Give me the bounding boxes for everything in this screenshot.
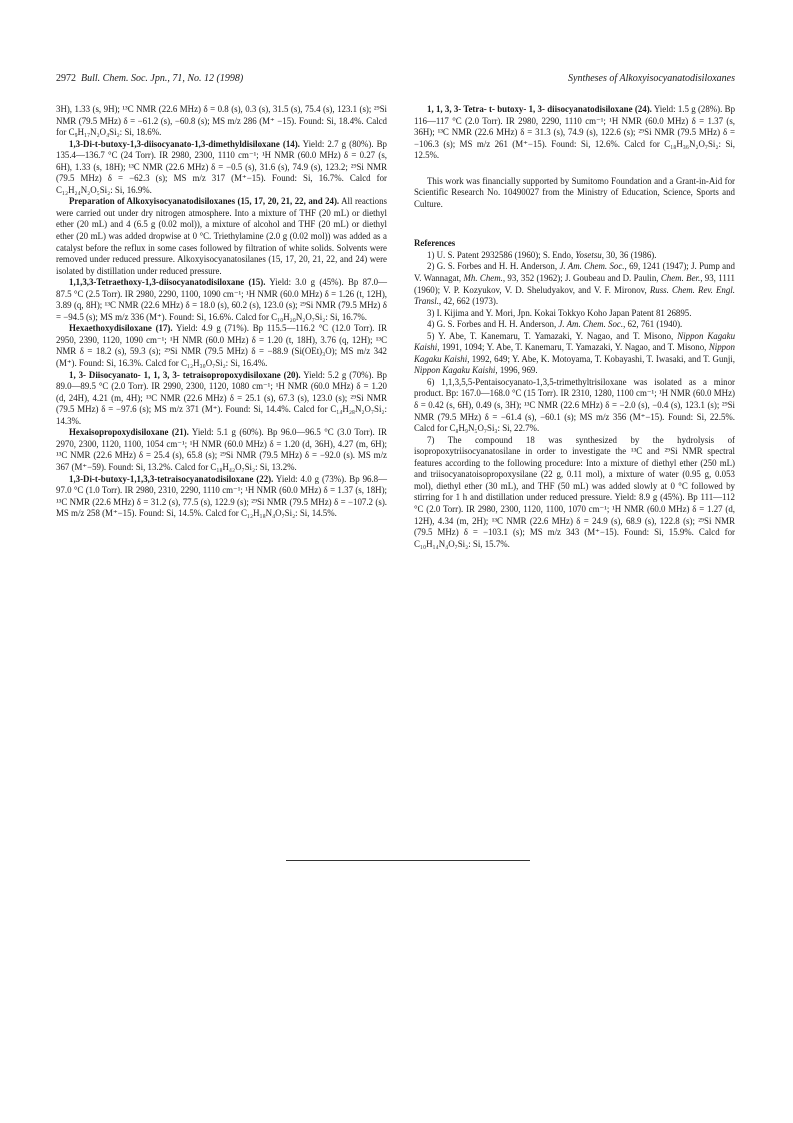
references-heading: References	[414, 238, 456, 249]
ref-text: , 93, 1111 (1960); V. P. Kozyukov, V. D. Sheludyakov, and V. F. Mironov,	[414, 273, 735, 295]
preparation-paragraph	[56, 196, 387, 277]
reference-2	[414, 261, 735, 307]
reference-1	[414, 250, 735, 262]
spacer	[414, 210, 735, 224]
spacer	[414, 224, 735, 238]
ref-text: , 30, 36 (1986).	[601, 249, 657, 260]
spacer	[414, 162, 735, 176]
ref-text: , 1991, 1094; Y. Abe, T. Kanemaru, T. Yamazaki, Y. Nagao, and T. Misono,	[437, 342, 709, 353]
header-left	[56, 73, 243, 84]
ref-text: , 1992, 649; Y. Abe, K. Motoyama, T. Kobayashi, T. Iwasaki, and T. Gunji,	[467, 353, 735, 364]
ref-journal: Chem. Ber.	[660, 273, 701, 284]
ref-journal: J. Am. Chem. Soc.	[558, 319, 624, 330]
compound-22-title: 1,3-Di-t-butoxy-1,1,3,3-tetraisocyanatodisiloxane (22).	[69, 473, 274, 484]
compound-14-title: 1,3-Di-t-butoxy-1,3-diisocyanato-1,3-dimethyldisiloxane (14).	[69, 138, 300, 149]
compound-14-text: Yield: 2.7 g (80%). Bp 135.4—136.7 °C (24 Torr). IR 2980, 2300, 1110 cm⁻¹; ¹H NMR (60.0 MHz) δ = 0.27 (s, 6H), 1.33 (s, 18H); ¹³C NMR (22.6 MHz) δ = −0.5 (s), 31.6 (s), 74.9 (s), 123.2; ²⁹Si NMR (79.5 MHz) δ = −62.3 (s); MS m/z 317 (M⁺−15). Found: Si, 16.7%. Calcd for C₁₂H₂₄N₂O₅Si₂: Si, 16.9%.	[56, 138, 387, 195]
ref-journal: Nippon Kagaku Kaishi	[414, 330, 736, 353]
compound-21-entry	[56, 427, 387, 473]
ref-journal: Russ. Chem. Rev. Engl. Transl.	[414, 284, 735, 307]
ref-journal: Mh. Chem.	[463, 273, 503, 284]
compound-20-title: 1, 3- Diisocyanato- 1, 1, 3, 3- tetraisopropoxydisiloxane (20).	[69, 369, 301, 380]
compound-17-title: Hexaethoxydisiloxane (17).	[69, 323, 173, 334]
compound-17-text: Yield: 4.9 g (71%). Bp 115.5—116.2 °C (12.0 Torr). IR 2950, 2390, 1120, 1090 cm⁻¹; ¹H NMR (60.0 MHz) δ = 1.20 (t, 18H), 3.76 (q, 12H); ¹³C NMR δ = 18.2 (s), 59.3 (s); ²⁹Si NMR (79.5 MHz) δ = −88.9 (Si(OEt)₃O); MS m/z 342 (M⁺). Found: Si, 16.3%. Calcd for C₁₂H₃₀O₇Si₂: Si, 16.4%.	[56, 323, 388, 369]
compound-15-text: Yield: 3.0 g (45%). Bp 87.0—87.5 °C (2.5 Torr). IR 2980, 2290, 1100, 1090 cm⁻¹; ¹H NMR (60.0 MHz) δ = 1.26 (t, 12H), 3.89 (q, 8H); ¹³C NMR (22.6 MHz) δ = 18.0 (s), 60.2 (s), 123.0 (s); ²⁹Si NMR (79.5 MHz) δ = −94.5 (s); MS m/z 336 (M⁺). Found: Si, 16.6%. Calcd for C₁₀H₂₀N₂O₇Si₂: Si, 16.7%.	[56, 277, 387, 322]
compound-15-title: 1,1,3,3-Tetraethoxy-1,3-diisocyanatodisiloxane (15).	[69, 277, 266, 288]
ref-text: 5) Y. Abe, T. Kanemaru, T. Yamazaki, Y. Nagao, and T. Misono,	[427, 330, 678, 341]
compound-21-title: Hexaisopropoxydisiloxane (21).	[69, 427, 189, 438]
running-title: Syntheses of Alkoxyisocyanatodisiloxanes	[568, 73, 735, 84]
right-column	[414, 104, 735, 550]
ref-journal: Nippon Kagaku Kaishi	[414, 342, 735, 364]
compound-24-title: 1, 1, 3, 3- Tetra- t- butoxy- 1, 3- diisocyanatodisiloxane (24).	[427, 104, 652, 114]
ref-journal: Nippon Kagaku Kaishi	[414, 365, 496, 376]
compound-24-entry	[414, 104, 735, 162]
ref-text: , 1996, 969.	[495, 365, 538, 376]
running-header	[56, 73, 735, 87]
compound-14-entry	[56, 139, 387, 197]
ref-text: , 69, 1241 (1947); J. Pump and V. Wannagat,	[414, 261, 735, 284]
paragraph-continued: 3H), 1.33 (s, 9H); ¹³C NMR (22.6 MHz) δ = 0.8 (s), 0.3 (s), 31.5 (s), 75.4 (s), 123.1 (s); ²⁹Si NMR (79.5 MHz) δ = −61.2 (s), −60.8 (s); MS m/z 286 (M⁺ −15). Found: Si, 18.4%. Calcd for C₉H₁₇N₂O₄Si₂: Si, 18.6%.	[56, 104, 387, 138]
reference-6: 6) 1,1,3,5,5-Pentaisocyanato-1,3,5-trimethyltrisiloxane was isolated as a minor product. Bp: 167.0—168.0 °C (15 Torr). IR 2310, 1280, 1100 cm⁻¹; ¹H NMR (60.0 MHz) δ = 0.42 (s, 6H), 0.49 (s, 3H); ¹³C NMR (22.6 MHz) δ = −2.0 (s), −0.4 (s), 123.1 (s); ²⁹Si NMR (79.5 MHz) δ = −61.4 (s), −60.1 (s); MS m/z 356 (M⁺−15). Found: Si, 22.5%. Calcd for C₈H₉N₅O₇Si₃: Si, 22.7%.	[414, 376, 735, 434]
compound-20-text: Yield: 5.2 g (70%). Bp 89.0—89.5 °C (2.0 Torr). IR 2990, 2300, 1120, 1080 cm⁻¹; ¹H NMR (60.0 MHz) δ = 1.20 (d, 24H), 4.21 (m, 4H); ¹³C NMR (22.6 MHz) δ = 25.1 (s), 67.3 (s), 123.0 (s); ²⁹Si NMR (79.5 MHz) δ = −97.6 (s); MS m/z 371 (M⁺). Found: Si, 14.4%. Calcd for C₁₄H₂₈N₂O₇Si₂: 14.3%.	[56, 369, 387, 426]
compound-21-text: Yield: 5.1 g (60%). Bp 96.0—96.5 °C (3.0 Torr). IR 2970, 2300, 1120, 1100, 1054 cm⁻¹; ¹H NMR (60.0 MHz) δ = 1.20 (d, 36H), 4.27 (m, 6H); ¹³C NMR (22.6 MHz) δ = 25.4 (s), 65.8 (s); ²⁹Si NMR (79.5 MHz) δ = −92.0 (s). MS m/z 367 (M⁺−59). Found: Si, 13.2%. Calcd for C₁₈H₄₂O₇Si₂: Si, 13.2%.	[56, 427, 387, 472]
page-number: 2972	[56, 73, 76, 84]
compound-22-text: Yield: 4.0 g (73%). Bp 96.8—97.0 °C (1.0 Torr). IR 2980, 2310, 2290, 1110 cm⁻¹; ¹H NMR (60.0 MHz) δ = 1.37 (s, 18H); ¹³C NMR (22.6 MHz) δ = 31.2 (s), 77.5 (s), 122.9 (s); ²⁹Si NMR (79.5 MHz) δ = −107.2 (s). MS m/z 258 (M⁺−15). Found: Si, 14.5%. Calcd for C₁₂H₁₈N₄O₇Si₂: Si, 14.5%.	[56, 473, 387, 519]
ref-journal: J. Am. Chem. Soc.	[559, 261, 625, 272]
left-column	[56, 104, 387, 520]
ref-text: , 93, 352 (1962); J. Goubeau and D. Paulin,	[502, 273, 661, 284]
compound-15-entry	[56, 277, 387, 323]
acknowledgment: This work was financially supported by Sumitomo Foundation and a Grant-in-Aid for Scientific Research No. 10490027 from the Ministry of Education, Science, Sports and Culture.	[414, 175, 735, 209]
journal-citation: Bull. Chem. Soc. Jpn., 71, No. 12 (1998)	[81, 73, 244, 84]
reference-7: 7) The compound 18 was synthesized by the hydrolysis of isopropoxytriisocyanatosilane in order to investigate the ¹³C and ²⁹Si NMR spectral features according to the following procedure: Into a mixture of diethyl ether (250 mL) and triisocyanatoisopropoxysilane (22 g, 0.11 mol), a mixture of water (0.95 g, 0.053 mol), diethyl ether (30 mL), and THF (50 mL) was added slowly at 0 °C followed by stirring for 1 h and distillation under reduced pressure. Yield: 8.9 g (45%). Bp 111—112 °C (2.0 Torr). IR 2980, 2300, 1120, 1100, 1070 cm⁻¹; ¹H NMR (60.0 MHz) δ = 1.27 (d, 12H), 4.34 (m, 2H); ¹³C NMR (22.6 MHz) δ = 24.9 (s), 68.9 (s), 122.8 (s); ²⁹Si NMR (79.5 MHz) δ = −103.1 (s); MS m/z 343 (M⁺−15). Found: Si, 15.9%. Calcd for C₁₀H₁₄N₄O₇Si₂: Si, 15.7%.	[414, 434, 735, 549]
ref-text: 4) G. S. Forbes and H. H. Anderson,	[427, 319, 559, 330]
ref-journal: Yosetsu	[575, 249, 602, 260]
compound-24-text: Yield: 1.5 g (28%). Bp 116—117 °C (2.0 Torr). IR 2980, 2290, 1110 cm⁻¹; ¹H NMR (60.0 MHz) δ = 1.37 (s, 36H); ¹³C NMR (22.6 MHz) δ = 31.3 (s), 74.9 (s), 122.6 (s); ²⁹Si NMR (79.5 MHz) δ = −106.3 (s); MS m/z 261 (M⁺−15). Found: Si, 12.6%. Calcd for C₁₈H₃₆N₂O₇Si₂: Si, 12.5%.	[414, 104, 736, 161]
compound-17-entry	[56, 323, 387, 369]
compound-20-entry	[56, 370, 387, 428]
preparation-title: Preparation of Alkoxyisocyanatodisiloxanes (15, 17, 20, 21, 22, and 24).	[69, 196, 340, 207]
ref-text: 1) U. S. Patent 2932586 (1960); S. Endo,	[427, 249, 576, 260]
ref-text: , 42, 662 (1973).	[438, 296, 499, 307]
preparation-text: All reactions were carried out under dry nitrogen atmosphere. Into a mixture of THF (20 mL) or diethyl ether (20 mL) and 4 (6.5 g (0.02 mol)), a mixture of alcohol and THF (20 mL) or diethyl ether (20 mL) was added dropwise at 0 °C. Triethylamine (2.0 g (0.02 mol)) was added as a catalyst before the reflux in some cases followed by filtration of white solids. Solvents were removed under reduced pressure. Alkoxyisocyanatosilanes (15, 17, 20, 21, 22, and 24) were isolated by distillation under reduced pressure.	[56, 196, 387, 276]
ref-text: 2) G. S. Forbes and H. H. Anderson,	[427, 261, 560, 272]
reference-5	[414, 331, 735, 377]
end-rule	[286, 860, 530, 861]
reference-4	[414, 319, 735, 331]
ref-text: , 62, 761 (1940).	[623, 319, 683, 330]
compound-22-entry	[56, 474, 387, 520]
reference-3: 3) I. Kijima and Y. Mori, Jpn. Kokai Tokkyo Koho Japan Patent 81 26895.	[427, 307, 692, 318]
